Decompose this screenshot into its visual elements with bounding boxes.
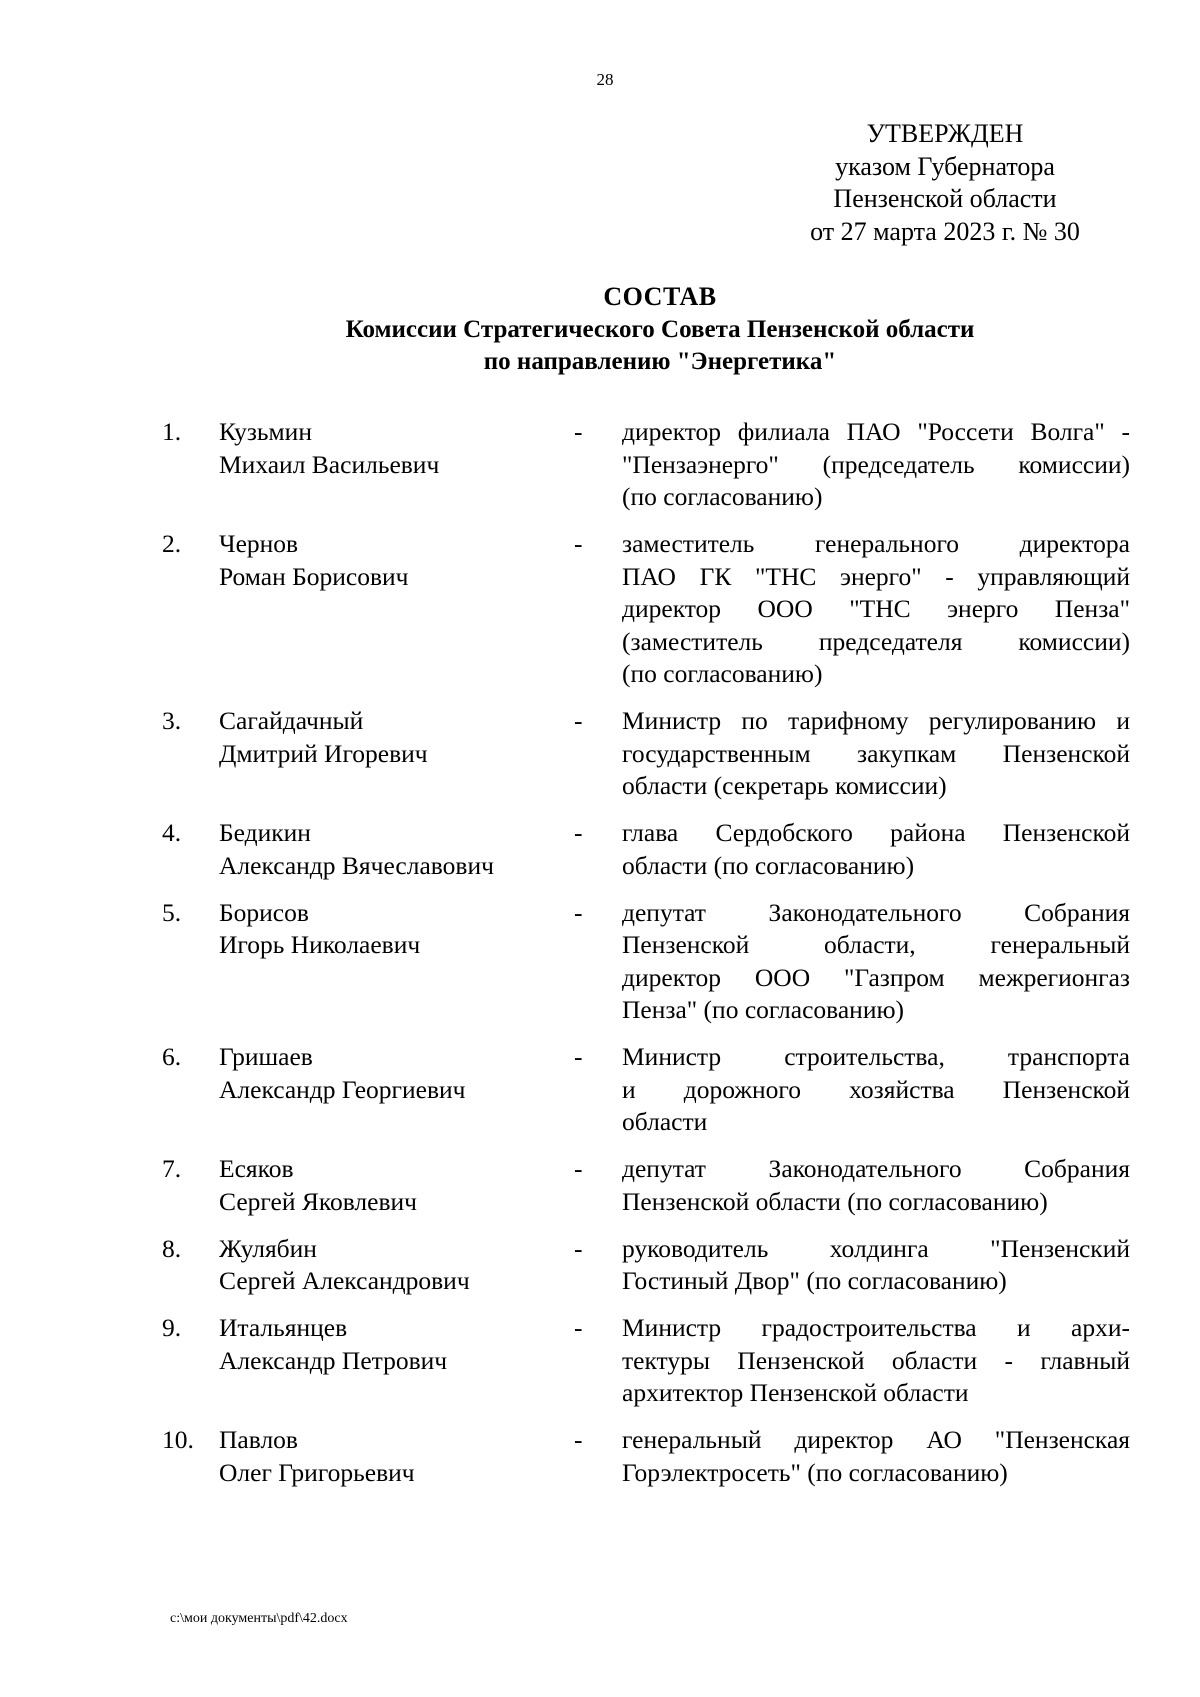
member-surname: Бедикин (219, 818, 311, 847)
member-role (622, 705, 1130, 803)
member-dash: - (574, 1233, 583, 1263)
list-item (162, 705, 1130, 803)
list-item (162, 1424, 1130, 1489)
member-surname: Жулябин (219, 1233, 317, 1263)
member-given-names: Александр Георгиевич (219, 1074, 466, 1104)
document-heading (0, 281, 1200, 379)
member-number: 8. (162, 1233, 182, 1263)
member-given-names: Сергей Александрович (219, 1266, 470, 1295)
member-dash: - (574, 529, 583, 558)
member-role-line: (по согласованию) (622, 482, 823, 511)
member-role-line: области (622, 1107, 708, 1136)
member-role-line: Пенза" (по согласованию) (622, 995, 905, 1024)
member-given-names: Роман Борисович (219, 561, 409, 591)
list-item (162, 1233, 1130, 1298)
member-surname: Павлов (219, 1425, 298, 1454)
member-role-line: депутат Законодательного Собрания (622, 1154, 1130, 1183)
approval-line: УТВЕРЖДЕН (866, 119, 1024, 148)
document-subtitle: по направлению "Энергетика" (483, 348, 837, 375)
member-role-line: тектуры Пензенской области - главный (622, 1345, 1130, 1375)
member-role-line: Гостиный Двор" (по согласованию) (622, 1266, 1007, 1295)
member-role-line: "Пензаэнерго" (председатель комиссии) (622, 449, 1130, 479)
member-role (622, 1424, 1130, 1489)
member-role-line: Горэлектросеть" (по согласованию) (622, 1457, 1008, 1487)
member-role-line: руководитель холдинга "Пензенский (622, 1233, 1130, 1263)
member-role (622, 528, 1130, 691)
member-name (219, 1041, 574, 1139)
member-role (622, 897, 1130, 1027)
member-surname: Кузьмин (219, 417, 312, 446)
member-dash: - (574, 1313, 583, 1342)
member-name (219, 817, 574, 882)
member-role-line: глава Сердобского района Пензенской (622, 818, 1130, 847)
list-item (162, 416, 1130, 514)
member-surname: Гришаев (219, 1042, 313, 1071)
list-item (162, 1312, 1130, 1410)
member-role-line: области (секретарь комиссии) (622, 771, 947, 800)
member-role-line: директор ООО "Газпром межрегионгаз (622, 962, 1130, 992)
member-given-names: Олег Григорьевич (219, 1457, 415, 1487)
member-name (219, 1312, 574, 1410)
member-role (622, 416, 1130, 514)
member-number: 5. (162, 897, 182, 927)
member-role (622, 1233, 1130, 1298)
file-path-footer: c:\мои документы\pdf\42.docx (170, 1611, 348, 1626)
member-role-line: генеральный директор АО "Пензенская (622, 1425, 1130, 1454)
member-role-line: и дорожного хозяйства Пензенской (622, 1074, 1130, 1104)
member-dash: - (574, 818, 583, 847)
page-number: 28 (596, 70, 614, 89)
member-number: 2. (162, 529, 182, 558)
member-role-line: архитектор Пензенской области (622, 1378, 969, 1407)
member-dash: - (574, 897, 583, 927)
document-subtitle: Комиссии Стратегического Совета Пензенской области (345, 315, 975, 343)
member-role-line: (по согласованию) (622, 659, 823, 688)
member-role-line: государственным закупкам Пензенской (622, 738, 1130, 768)
member-name (219, 416, 574, 514)
member-number: 9. (162, 1313, 182, 1342)
approval-line: Пензенской области (833, 184, 1057, 213)
member-name (219, 705, 574, 803)
member-surname: Борисов (219, 897, 309, 927)
list-item (162, 528, 1130, 691)
member-dash: - (574, 417, 583, 446)
member-surname: Чернов (219, 529, 299, 558)
member-role-line: Министр по тарифному регулированию и (622, 706, 1130, 735)
member-given-names: Дмитрий Игоревич (219, 738, 428, 768)
member-number: 4. (162, 818, 182, 847)
member-given-names: Игорь Николаевич (219, 930, 421, 959)
list-item (162, 1041, 1130, 1139)
member-given-names: Александр Петрович (219, 1345, 448, 1375)
member-role-line: депутат Законодательного Собрания (622, 897, 1130, 927)
member-name (219, 1424, 574, 1489)
member-name (219, 897, 574, 1027)
member-name (219, 528, 574, 691)
approval-date-line: от 27 марта 2023 г. № 30 (810, 216, 1080, 246)
member-number: 1. (162, 417, 182, 446)
member-role-line: (заместитель председателя комиссии) (622, 626, 1130, 656)
list-item (162, 897, 1130, 1027)
member-number: 10. (162, 1425, 194, 1454)
member-role-line: Министр строительства, транспорта (622, 1042, 1130, 1071)
member-given-names: Сергей Яковлевич (219, 1186, 417, 1216)
member-surname: Сагайдачный (219, 706, 364, 735)
member-role (622, 817, 1130, 882)
member-role-line: Министр градостроительства и архи- (622, 1313, 1130, 1342)
member-role-line: директор филиала ПАО "Россети Волга" - (622, 417, 1130, 446)
members-list (162, 416, 1130, 1504)
member-role-line: Пензенской области (по согласованию) (622, 1186, 1048, 1216)
member-role-line: заместитель генерального директора (622, 529, 1130, 558)
list-item (162, 1153, 1130, 1218)
member-surname: Итальянцев (219, 1313, 348, 1342)
member-number: 3. (162, 706, 182, 735)
member-role (622, 1153, 1130, 1218)
member-role (622, 1041, 1130, 1139)
member-dash: - (574, 1425, 583, 1454)
member-role-line: ПАО ГК "ТНС энерго" - управляющий (622, 561, 1130, 591)
member-given-names: Александр Вячеславович (219, 850, 494, 880)
list-item (162, 817, 1130, 882)
member-number: 7. (162, 1154, 182, 1183)
member-role-line: Пензенской области, генеральный (622, 930, 1130, 959)
member-name (219, 1153, 574, 1218)
document-title: СОСТАВ (603, 282, 717, 311)
member-role-line: директор ООО "ТНС энерго Пенза" (622, 594, 1130, 623)
member-name (219, 1233, 574, 1298)
member-dash: - (574, 1154, 583, 1183)
approval-stamp (780, 118, 1110, 248)
member-role-line: области (по согласованию) (622, 850, 915, 880)
member-number: 6. (162, 1042, 182, 1071)
member-role (622, 1312, 1130, 1410)
member-dash: - (574, 706, 583, 735)
approval-line: указом Губернатора (835, 151, 1055, 181)
member-surname: Есяков (219, 1154, 294, 1183)
member-dash: - (574, 1042, 583, 1071)
member-given-names: Михаил Васильевич (219, 449, 440, 479)
